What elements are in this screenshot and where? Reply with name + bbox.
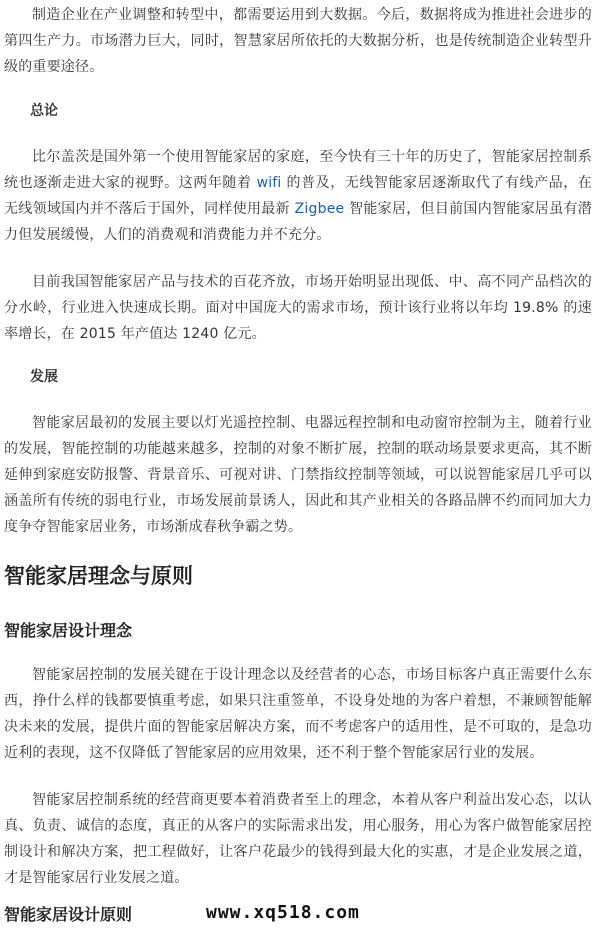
paragraph-market: 目前我国智能家居产品与技术的百花齐放，市场开始明显出现低、中、高不同产品档次的分水岭，行业进入快速成长期。面对中国庞大的需求市场，预计该行业将以年均 19.8% 的速率增长，在 2015 年产值达 1240 亿元。 xyxy=(4,274,592,342)
paragraph-summary-text-a: 比尔盖茨是国外第一个使用智能家居的家庭，至今快有三十年的历史了，智能家居控制系统也逐渐走进大家的视野。这两年随着 xyxy=(4,149,592,191)
heading-design-concept: 智能家居设计理念 xyxy=(4,621,133,640)
heading-design-principle: 智能家居设计原则 xyxy=(4,905,133,924)
heading-concept-principle: 智能家居理念与原则 xyxy=(4,564,193,588)
paragraph-intro: 制造企业在产业调整和转型中，都需要运用到大数据。今后，数据将成为推进社会进步的第四生产力。市场潜力巨大，同时，智慧家居所依托的大数据分析，也是传统制造企业转型升级的重要途径。 xyxy=(4,7,592,75)
zigbee-link[interactable]: Zigbee xyxy=(294,201,345,217)
paragraph-summary-text-b: 的普及，无线智能家居逐渐取代了有线产品，在无线领域国内并不落后于国外，同样使用最新 xyxy=(4,175,592,217)
site-watermark: www.xq518.com xyxy=(206,902,360,923)
section-title-summary: 总论 xyxy=(30,103,58,119)
paragraph-design-concept-2: 智能家居控制系统的经营商更要本着消费者至上的理念，本着从客户利益出发心态，以认真、负责、诚信的态度，真正的从客户的实际需求出发，用心服务，用心为客户做智能家居控制设计和解决方案，把工程做好，让客户花最少的钱得到最大化的实惠，才是企业发展之道，才是智能家居行业发展之道。 xyxy=(4,792,592,886)
paragraph-summary xyxy=(4,144,592,248)
paragraph-summary-text-c: 智能家居，但目前国内智能家居虽有潜力但发展缓慢，人们的消费观和消费能力并不充分。 xyxy=(4,201,592,243)
section-title-development: 发展 xyxy=(30,369,58,385)
paragraph-development: 智能家居最初的发展主要以灯光遥控控制、电器远程控制和电动窗帘控制为主，随着行业的发展，智能控制的功能越来越多，控制的对象不断扩展，控制的联动场景要求更高，其不断延伸到家庭安防报警、背景音乐、可视对讲、门禁指纹控制等领域，可以说智能家居几乎可以涵盖所有传统的弱电行业，市场发展前景诱人，因此和其产业相关的各路品牌不约而同加大力度争夺智能家居业务，市场渐成春秋争霸之势。 xyxy=(4,415,592,535)
wifi-link[interactable]: wifi xyxy=(256,175,282,191)
paragraph-design-concept-1: 智能家居控制的发展关键在于设计理念以及经营者的心态，市场目标客户真正需要什么东西，挣什么样的钱都要慎重考虑，如果只注重签单，不设身处地的为客户着想，不兼顾智能解决未来的发展，提供片面的智能家居解决方案，而不考虑客户的适用性，是不可取的，是急功近利的表现，这不仅降低了智能家居的应用效果，还不利于整个智能家居行业的发展。 xyxy=(4,667,592,761)
